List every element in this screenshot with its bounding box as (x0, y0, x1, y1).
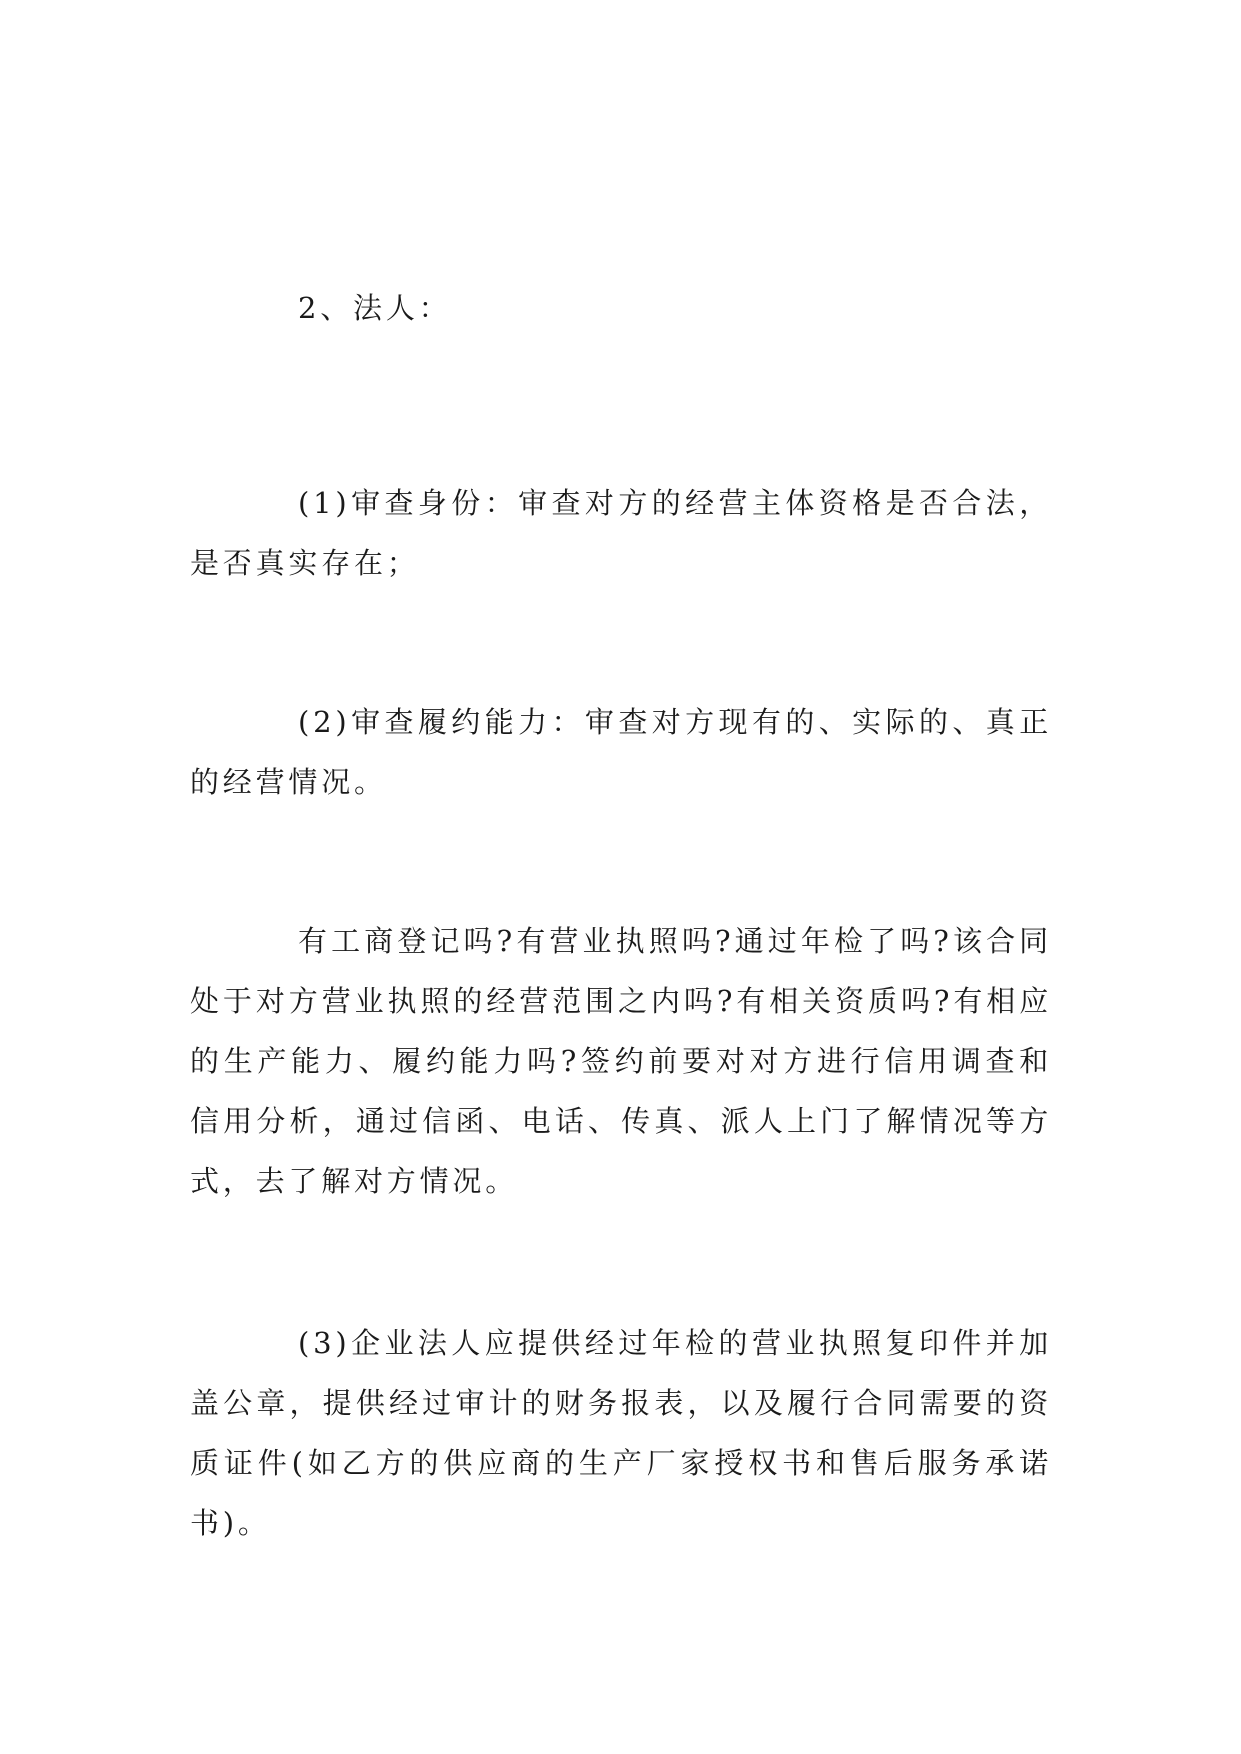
paragraph-required-documents: (3)企业法人应提供经过年检的营业执照复印件并加盖公章，提供经过审计的财务报表，以及履行合同需要的资质证件(如乙方的供应商的生产厂家授权书和售后服务承诺书)。 (190, 1326, 1052, 1540)
paragraph-performance-review: (2)审查履约能力：审查对方现有的、实际的、真正的经营情况。 (190, 705, 1052, 799)
paragraph-credit-checks: 有工商登记吗?有营业执照吗?通过年检了吗?该合同处于对方营业执照的经营范围之内吗?有相关资质吗?有相应的生产能力、履约能力吗?签约前要对对方进行信用调查和信用分析，通过信函、电话、传真、派人上门了解情况等方式，去了解对方情况。 (190, 924, 1052, 1198)
paragraph-identity-review: (1)审查身份：审查对方的经营主体资格是否合法，是否真实存在； (190, 486, 1052, 580)
section-heading: 2、法人： (298, 291, 452, 325)
